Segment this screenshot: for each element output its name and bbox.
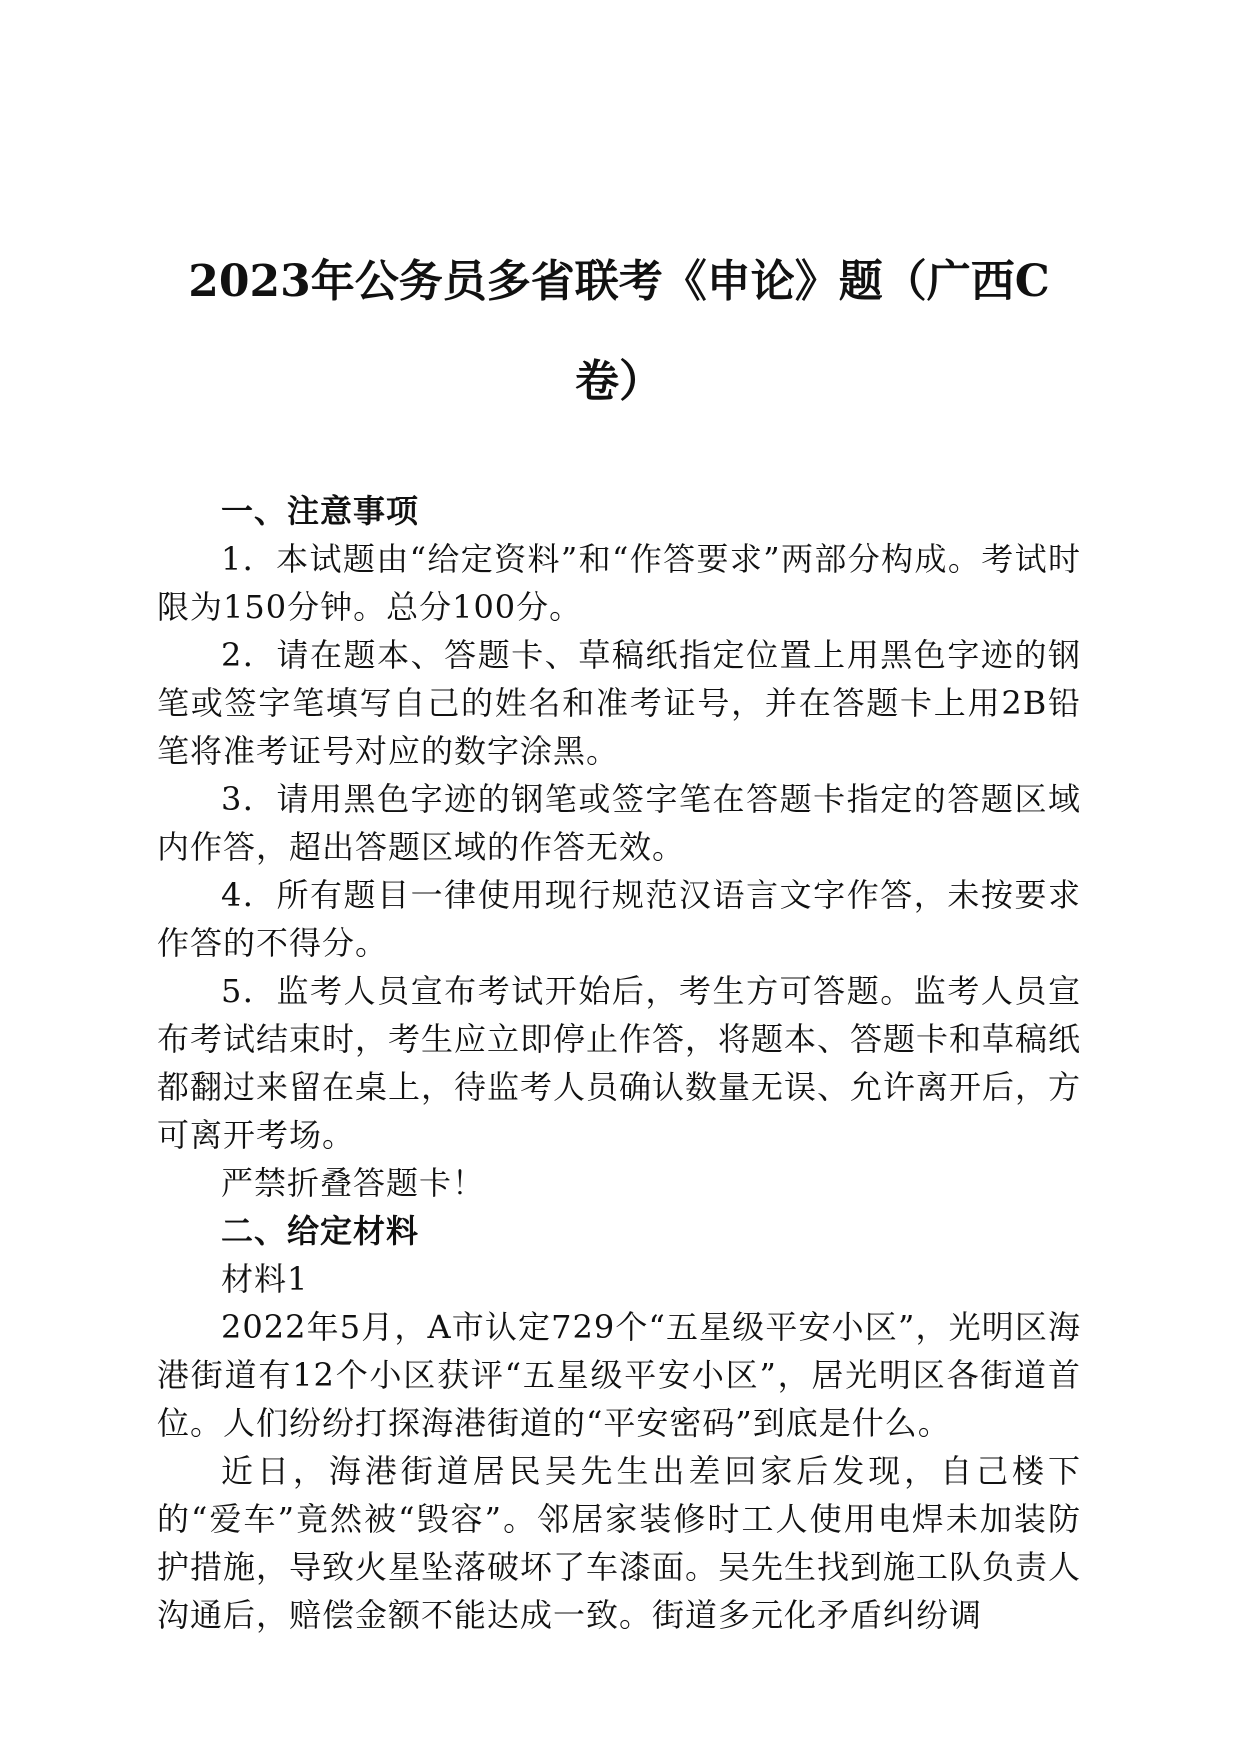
note-item-5: 5．监考人员宣布考试开始后，考生方可答题。监考人员宣布考试结束时，考生应立即停止作答，将题本、答题卡和草稿纸都翻过来留在桌上，待监考人员确认数量无误、允许离开后，方可离开考场。	[157, 972, 1082, 1154]
title-line-1: 2023年公务员多省联考《申论》题（广西C	[188, 256, 1050, 307]
note-item-3: 3．请用黑色字迹的钢笔或签字笔在答题卡指定的答题区域内作答，超出答题区域的作答无效。	[157, 780, 1081, 866]
note-item-1: 1．本试题由“给定资料”和“作答要求”两部分构成。考试时限为150分钟。总分100分。	[157, 540, 1081, 626]
section-heading-materials: 二、给定材料	[221, 1212, 420, 1250]
material-paragraph-1: 2022年5月，A市认定729个“五星级平安小区”，光明区海港街道有12个小区获评“五星级平安小区”，居光明区各街道首位。人们纷纷打探海港街道的“平安密码”到底是什么。	[157, 1308, 1081, 1442]
material-label: 材料1	[221, 1260, 309, 1298]
material-paragraph-2: 近日，海港街道居民吴先生出差回家后发现，自己楼下的“爱车”竟然被“毁容”。邻居家装修时工人使用电焊未加装防护措施，导致火星坠落破坏了车漆面。吴先生找到施工队负责人沟通后，赔偿金额不能达成一致。街道多元化矛盾纠纷调	[157, 1452, 1082, 1634]
document-title	[157, 232, 1081, 432]
note-item-2: 2．请在题本、答题卡、草稿纸指定位置上用黑色字迹的钢笔或签字笔填写自己的姓名和准考证号，并在答题卡上用2B铅笔将准考证号对应的数字涂黑。	[157, 636, 1081, 770]
section-heading-notes: 一、注意事项	[221, 492, 420, 530]
note-item-4: 4．所有题目一律使用现行规范汉语言文字作答，未按要求作答的不得分。	[157, 876, 1081, 962]
title-line-2: 卷）	[575, 356, 663, 407]
note-warning: 严禁折叠答题卡！	[221, 1164, 486, 1202]
document-body	[157, 487, 1081, 1639]
document-page	[157, 232, 1081, 1639]
